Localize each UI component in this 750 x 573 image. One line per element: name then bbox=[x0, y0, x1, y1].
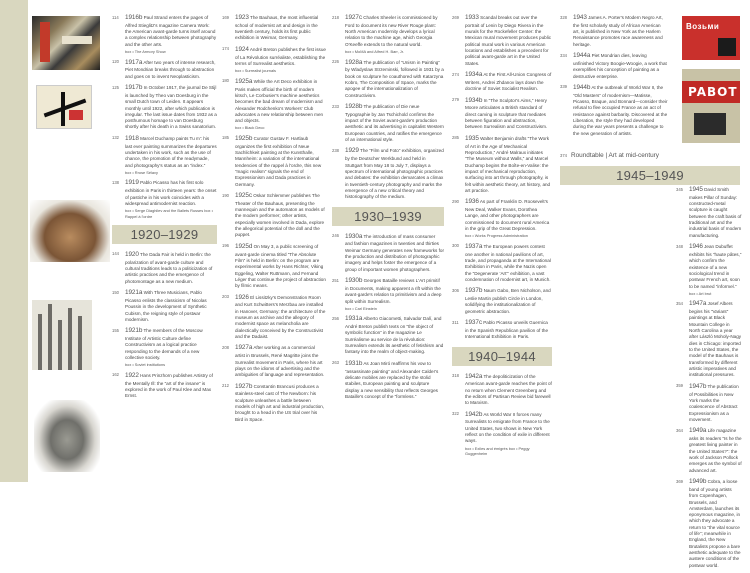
entry-box-reference: box • MoMA and Alfred H. Barr, Jr. bbox=[345, 49, 404, 55]
page-number: 328 bbox=[560, 14, 567, 20]
page-number: 334 bbox=[560, 52, 567, 58]
entry-year: 1937a bbox=[465, 242, 483, 250]
entry-year: 1942a bbox=[465, 372, 483, 380]
entry-year: 1927b bbox=[235, 382, 253, 390]
timeline-entry bbox=[112, 327, 217, 368]
entry-text: Jean Dubuffet exhibits his “haute pâtes,” which confirm the existence of a new sociological trend in postwar French art, soon to be named “informel.” bbox=[689, 244, 742, 289]
entry-text: Cobra, a loose band of young artists from Copenhagen, Brussels, and Amsterdam, launches its eponymous magazine, in which they advocate a return to “the vital source of life”; meanwhile in England, the New Brutalists propose a bare aesthetic adequate to the austere conditions of the postwar world. bbox=[689, 479, 741, 568]
entry-year: 1943 bbox=[573, 14, 587, 21]
timeline-entry bbox=[332, 360, 444, 400]
page-number: 125 bbox=[112, 84, 119, 90]
entry-text: The “Film und Foto” exhibition, organized by the Deutscher Werkbund and held in Stuttgart from May 18 to July 7, displays a spectrum of international photographic practices and debates: the exhibition demarcates a climax in twentieth-century photography and marks the emergence of a new critical theory and historiography of the medium. bbox=[345, 148, 444, 200]
entry-box-reference: box • Rrose Sélavy bbox=[125, 169, 158, 175]
page-number: 339 bbox=[560, 84, 567, 90]
timeline-entry bbox=[332, 59, 444, 99]
entry-text: Naum Gabo, Ben Nicholson, and Leslie Martin publish Circle in London, solidifying the institutionalization of geometric abstraction. bbox=[465, 288, 551, 314]
entry-text: After working as a commercial artist in Brussels, René Magritte joins the Surrealist movement in Paris, where his art plays on the idioms of advertising and the ambiguities of language and representation. bbox=[235, 345, 325, 378]
page-number: 233 bbox=[332, 103, 339, 109]
page-number: 203 bbox=[222, 294, 229, 300]
entry-text: Walter Benjamin drafts “The Work of Art in the Age of Mechanical Reproduction,” André Malraux initiates “The Museum without Walls,” and Marcel Duchamp begins the Boîte-en-Valise: the impact of mechanical reproduction, surfacing into art through photography, is felt within aesthetic theory, art history, and art practice. bbox=[465, 135, 551, 193]
timeline-entry bbox=[112, 14, 217, 55]
entry-year: 1930a bbox=[345, 232, 363, 240]
entry-year: 1916b bbox=[125, 14, 143, 21]
entry-text: In October 1917, the journal De Stijl is launched by Theo van Doesburg in the small Dutch town of Leiden. It appears monthly until 1922, after which publication is irregular. The last issue dates from 1932 as a posthumous homage to van Doesburg shortly after his death in a Swiss sanatorium. bbox=[125, 85, 217, 130]
page-number: 263 bbox=[332, 360, 339, 366]
entry-text: The Bauhaus, the most influential school of modernist art and design in the twentieth century, holds its first public exhibition in Weimar, Germany. bbox=[235, 15, 319, 41]
timeline-entry bbox=[560, 84, 668, 137]
timeline-entry bbox=[452, 198, 552, 239]
artwork-thumbnail-2 bbox=[36, 85, 92, 129]
entry-year: 1942b bbox=[465, 410, 483, 418]
entry-text: Life magazine asks its readers “Is he the greatest living painter in the United States?”: the work of Jackson Pollock emerges as the symbol of advanced art. bbox=[689, 428, 742, 473]
column-2 bbox=[222, 14, 326, 427]
timeline-entry bbox=[676, 186, 742, 239]
entry-text: At the outbreak of World War II, the “Old Masters” of modernism—Matisse, Picasso, Braque, and Bonnard—consider their refusal to flee occupied France as an act of resistance against barbarity. Discovered at the Liberation, the style they had developed during the war years presents a challenge to the new generation of artists. bbox=[573, 84, 668, 136]
page-number: 300 bbox=[452, 243, 459, 249]
column-1 bbox=[112, 14, 217, 404]
entry-year: 1917a bbox=[125, 58, 143, 66]
column-5 bbox=[560, 14, 684, 183]
entry-box-reference: box • Black Deco bbox=[235, 125, 265, 131]
page-number: 132 bbox=[112, 135, 119, 141]
roundtable-heading bbox=[560, 152, 740, 161]
page-number: 144 bbox=[112, 251, 119, 257]
column-6 bbox=[676, 186, 742, 573]
page-number: 269 bbox=[452, 14, 459, 20]
entry-year: 1924 bbox=[235, 45, 249, 53]
decade-band: 1920–1929 bbox=[112, 225, 217, 244]
page-sidebar bbox=[0, 0, 28, 482]
page-number: 162 bbox=[112, 372, 119, 378]
timeline-entry bbox=[222, 135, 326, 188]
entry-year: 1945 bbox=[689, 186, 703, 193]
entry-text: As Joan Miró reaffirms his vow to “assassinate painting” and Alexander Calder's delicate mobiles are replaced by the stolid stabiles, European painting and sculpture display a new sensibility that reflects Georges Bataille's concept of the “formless.” bbox=[345, 360, 439, 399]
page-number: 180 bbox=[222, 78, 229, 84]
page-number: 274 bbox=[452, 71, 459, 77]
timeline-entry bbox=[676, 427, 742, 474]
timeline-entry bbox=[112, 59, 217, 80]
entry-text: The publication of “Unism in Painting” by Wladyslaw Strzeminski, followed in 1931 by a book on sculpture he coauthored with Katarzyna Kobro, The Composition of Space, marks the apogee of the internationalization of Constructivism. bbox=[345, 59, 444, 98]
entry-text: The publication of Possibilities in New York marks the coalescence of Abstract Expressionism as a movement. bbox=[689, 383, 739, 422]
entry-year: 1929 bbox=[345, 147, 359, 155]
timeline-entry bbox=[222, 243, 326, 290]
entry-text: Charles Sheeler is commissioned by Ford to document its new River Rouge plant: North American modernity develops a lyrical relation to the machine age, which Georgia O'Keeffe extends to the natural world. bbox=[345, 15, 438, 47]
timeline-entry bbox=[112, 251, 217, 285]
page-number: 285 bbox=[452, 135, 459, 141]
page-number: 359 bbox=[676, 383, 683, 389]
page-number: 251 bbox=[332, 277, 339, 283]
page-number: 290 bbox=[452, 198, 459, 204]
timeline-entry bbox=[452, 135, 552, 194]
entry-year: 1944a bbox=[573, 52, 591, 60]
timeline-entry bbox=[112, 289, 217, 323]
entry-text: Oskar Schlemmer publishes The Theater of the Bauhaus, presenting the mannequin and the automaton as models of the modern performer; other artists, especially women involved in Dada, explore the allegorical potential of the doll and the puppet. bbox=[235, 193, 325, 238]
entry-text: Scandal breaks out over the portrait of Lenin by Diego Rivera in the murals for the Rockefeller Center: the Mexican mural movement produces public political mural work in various American locations and establishes a precedent for political avant-garde art in the United States. bbox=[465, 15, 552, 66]
entry-year: 1949a bbox=[689, 427, 707, 435]
entry-year: 1920 bbox=[125, 250, 139, 258]
sculpture-photo-moore bbox=[30, 200, 110, 262]
entry-text: Paul Strand enters the pages of Alfred Stieglitz's magazine Camera Work: the American avant-garde turns itself around a complex relationship between photography and the other arts. bbox=[125, 15, 217, 47]
entry-year: 1927c bbox=[345, 14, 362, 21]
entry-year: 1927a bbox=[235, 344, 253, 352]
page-number: 279 bbox=[452, 97, 459, 103]
entry-text: Georges Bataille reviews L'Art primitif in Documents, making apparent a rift within the avant-garde's relation to primitivism and a deep split within Surrealism. bbox=[345, 278, 442, 304]
entry-box-reference: box • Art brut bbox=[689, 290, 712, 296]
timeline-entry bbox=[560, 14, 668, 48]
entry-year: 1918 bbox=[125, 134, 139, 142]
timeline-entry bbox=[452, 319, 552, 340]
page-number: 208 bbox=[222, 344, 229, 350]
entry-box-reference: box • Surrealist journals bbox=[235, 68, 276, 74]
entry-text: With Three Musicians, Pablo Picasso enlists the classicism of Nicolas Poussin in the development of Synthetic Cubism, the reigning style of postwar modernism. bbox=[125, 290, 207, 322]
entry-year: 1921b bbox=[125, 327, 143, 335]
entry-text: As World War II forces many Surrealists to emigrate from France to the United States, two shows in New York reflect on the condition of exile in different ways. bbox=[465, 411, 550, 444]
entry-year: 1931a bbox=[345, 315, 363, 323]
entry-text: André Breton publishes the first issue of La Révolution surréaliste, establishing the terms of Surrealist aesthetics. bbox=[235, 46, 326, 66]
page-number: 226 bbox=[332, 59, 339, 65]
timeline-entry bbox=[452, 14, 552, 67]
entry-text: Marcel Duchamp paints Tu m': his last ever painting summarizes the departures undertaken in his work, such as the use of chance, the promotion of the readymade, and photography's status as an “index.” bbox=[125, 135, 217, 168]
page-number: 120 bbox=[112, 59, 119, 65]
entry-text: Pablo Picasso has his first solo exhibition in Paris in thirteen years: the onset of pastiche in his work coincides with a widespread antimodernist reaction. bbox=[125, 180, 217, 206]
entry-year: 1947b bbox=[689, 382, 707, 390]
page-number: 218 bbox=[332, 14, 339, 20]
entry-text: Constantin Brancusi produces a stainless-steel cast of The Newborn: his sculpture unleashes a battle between models of high art and industrial production, brought to a head in the US trial over his Bird in Space. bbox=[235, 383, 325, 422]
poster-2-text: PABOT bbox=[688, 85, 738, 99]
timeline-entry bbox=[452, 243, 552, 283]
timeline-entry bbox=[222, 294, 326, 341]
entry-year: 1934b bbox=[465, 96, 483, 104]
decade-band: 1940–1944 bbox=[452, 347, 552, 366]
timeline-entry bbox=[332, 14, 444, 55]
timeline-entry bbox=[452, 287, 552, 315]
timeline-entry bbox=[222, 14, 326, 42]
entry-year: 1926 bbox=[235, 293, 249, 301]
entry-year: 1925c bbox=[235, 192, 252, 199]
entry-box-reference: box • Soviet institutions bbox=[125, 362, 166, 368]
entry-year: 1925b bbox=[235, 134, 253, 142]
page-number: 138 bbox=[112, 179, 119, 185]
entry-text: The European powers contest one another in national pavilions of art, trade, and propaganda at the International Exhibition in Paris, while the Nazis open the “Degenerate ‘Art’” exhibition, a vast condemnation of modernist art, in Munich. bbox=[465, 243, 551, 282]
timeline-entry bbox=[560, 52, 668, 80]
entry-year: 1919 bbox=[125, 179, 139, 187]
entry-year: 1933 bbox=[465, 14, 479, 21]
entry-year: 1936 bbox=[465, 198, 479, 206]
entry-text: On May 3, a public screening of avant-garde cinema titled “The Absolute Film” is held in Berlin: on the program are experimental works by Hans Richter, Viking Eggeling, Walter Ruttmann, and Fernand Léger that continue the project of abstraction by filmic means. bbox=[235, 243, 326, 289]
entry-year: 1925a bbox=[235, 77, 253, 85]
entry-year: 1934a bbox=[465, 71, 483, 79]
timeline-entry bbox=[112, 135, 217, 176]
timeline-entry bbox=[452, 71, 552, 92]
entry-year: 1949b bbox=[689, 478, 707, 486]
entry-year: 1937b bbox=[465, 287, 483, 295]
timeline-entry bbox=[112, 372, 217, 400]
timeline-entry bbox=[332, 277, 444, 311]
timeline-entry bbox=[676, 383, 742, 423]
timeline-entry bbox=[452, 411, 552, 457]
entry-year: 1921a bbox=[125, 289, 143, 297]
page-number: 256 bbox=[332, 315, 339, 321]
poster-thumbnail-2 bbox=[682, 69, 740, 143]
entry-text: In “The Sculptor's Aims,” Henry Moore articulates a British standard of direct carving in sculpture that mediates between figuration and abstraction, between Surrealism and Constructivism. bbox=[465, 97, 548, 130]
timeline-entry bbox=[222, 383, 326, 423]
entry-year: 1946 bbox=[689, 243, 703, 251]
page-number: 311 bbox=[452, 319, 459, 325]
entry-text: Pablo Picasso unveils Guernica in the Spanish Republican pavilion of the International Exhibition in Paris. bbox=[465, 320, 548, 340]
page-number: 246 bbox=[332, 233, 339, 239]
timeline-entry bbox=[222, 344, 326, 378]
entry-year: 1925d bbox=[235, 242, 253, 250]
timeline-entry bbox=[676, 300, 742, 378]
entry-year: 1937c bbox=[465, 319, 482, 327]
page-number: 174 bbox=[222, 46, 229, 52]
entry-text: Piet Mondrian dies, leaving unfinished Victory Boogie-Woogie, a work that exemplifies his conception of painting as a destructive enterprise. bbox=[573, 53, 667, 79]
entry-year: 1935 bbox=[465, 134, 479, 142]
column-4 bbox=[452, 14, 552, 461]
entry-year: 1917b bbox=[125, 84, 143, 92]
entry-box-reference: box • Carl Einstein bbox=[345, 305, 377, 311]
page-number: 238 bbox=[332, 147, 339, 153]
entry-text: At the First All-Union Congress of Writers, Andrei Zhdanov lays down the doctrine of Soviet Socialist Realism. bbox=[465, 72, 552, 92]
sculpture-photo-columns bbox=[32, 300, 92, 370]
entry-text: James A. Porter's Modern Negro Art, the first scholarly study of African American art, is published in New York as the Harlem Renaissance promotes race awareness and heritage. bbox=[573, 15, 663, 47]
entry-box-reference: box • Works Progress Administration bbox=[465, 233, 528, 239]
page-number: 155 bbox=[112, 327, 119, 333]
page-number: 348 bbox=[676, 243, 683, 249]
entry-year: 1928b bbox=[345, 103, 363, 110]
entry-text: The introduction of mass consumer and fashion magazines in twenties and thirties Weimar Germany generates new frameworks for the production and distribution of photographic imagery and helps foster the emergence of a group of important women photographers. bbox=[345, 233, 444, 272]
decade-band: 1945–1949 bbox=[560, 166, 740, 185]
page-number: 196 bbox=[222, 243, 229, 249]
timeline-entry bbox=[112, 179, 217, 219]
poster-1-text: Возьми bbox=[686, 22, 720, 31]
timeline-entry bbox=[332, 103, 444, 143]
timeline-entry bbox=[676, 243, 742, 296]
timeline-entry bbox=[222, 78, 326, 131]
entry-box-reference: box • The Armory Show bbox=[125, 49, 166, 55]
entry-year: 1944b bbox=[573, 83, 591, 91]
entry-box-reference: box • Exiles and émigrés box • Peggy Guggenheim bbox=[465, 445, 530, 457]
page-number: 369 bbox=[676, 478, 683, 484]
entry-text: The members of the Moscow Institute of Artistic Culture define Constructivism as a logical practice responding to the demands of a new collective society. bbox=[125, 328, 203, 361]
entry-year: 1931b bbox=[345, 359, 363, 367]
entry-box-reference: box • Serge Diaghilev and the Ballets Russes box • Rappel à l'ordre bbox=[125, 208, 213, 219]
entry-text: The publication of Die neue Typographie by Jan Tschichold confirms the impact of the Soviet avant-garde's production aesthetic and its advertising in capitalist Western European countries, and ratifies the emergence of an international style. bbox=[345, 104, 444, 143]
page-number: 306 bbox=[452, 287, 459, 293]
entry-year: 1922 bbox=[125, 371, 139, 379]
page-number: 185 bbox=[222, 135, 229, 141]
entry-text: As part of Franklin D. Roosevelt's New Deal, Walker Evans, Dorothea Lange, and other photographers are commissioned to document rural America in the grip of the Great Depression. bbox=[465, 199, 550, 232]
decade-band: 1930–1939 bbox=[332, 207, 444, 226]
page-number: 150 bbox=[112, 289, 119, 295]
entry-year: 1947a bbox=[689, 300, 707, 308]
page-number: 169 bbox=[222, 14, 229, 20]
entry-text: While the Art Deco exhibition in Paris makes official the birth of modern kitsch, Le Corbusier's machine aesthetics becomes the bad dream of modernism and Alexander Rodchenko's Workers' Club advocates a new relationship between men and objects. bbox=[235, 78, 324, 124]
page-number: 364 bbox=[676, 427, 683, 433]
page-number: 318 bbox=[452, 373, 459, 378]
artwork-thumbnail-1 bbox=[32, 16, 100, 70]
page-number: 190 bbox=[222, 192, 229, 198]
entry-text: Alberto Giacometti, Salvador Dalí, and André Breton publish texts on “the object of symbolic function” in the magazine Le Surréalisme au service de la révolution: Surrealism extends its aesthetic of fetishism and fantasy into the realm of object-making. bbox=[345, 316, 444, 355]
entry-text: After two years of intense research, Piet Mondrian breaks through to abstraction and goes on to invent Neoplasticism. bbox=[125, 59, 216, 79]
entry-text: Josef Albers begins his “Variant” paintings at Black Mountain College in North Carolina a year after László Moholy-Nagy dies in Chicago: imported to the United States, the model of the Bauhaus is transformed by different artistic imperatives and institutional pressures. bbox=[689, 301, 742, 378]
entry-text: El Lissitzky's Demonstration Room and Kurt Schwitters's Merzbau are installed in Hanover, Germany: the architecture of the museum as archive and the allegory of modernist space as melancholia are dialectically conceived by the Constructivist and the Dadaist. bbox=[235, 294, 326, 340]
timeline-entry bbox=[452, 373, 552, 407]
entry-text: Curator Gustav F. Hartlaub organizes the first exhibition of Neue Sachlichkeit painting at the Kunsthalle, Mannheim: a variation of the international tendencies of the rappel à l'ordre, this new “magic realism” signals the end of Expressionism and Dada practices in Germany. bbox=[235, 135, 322, 187]
timeline-entry bbox=[112, 84, 217, 131]
page-number: 212 bbox=[222, 383, 229, 389]
timeline-entry bbox=[332, 233, 444, 273]
page-number: 374 bbox=[560, 153, 567, 158]
timeline-entry bbox=[332, 147, 444, 200]
entry-text: Hans Prinzhorn publishes Artistry of the Mentally Ill: the “art of the insane” is explored in the work of Paul Klee and Max Ernst. bbox=[125, 372, 213, 399]
entry-year: 1928a bbox=[345, 58, 363, 66]
entry-text: The depoliticization of the American avant-garde reaches the point of no return when Clement Greenberg and the editors of Partisan Review bid farewell to Marxism. bbox=[465, 373, 552, 406]
timeline-entry bbox=[332, 315, 444, 355]
entry-year: 1930b bbox=[345, 277, 363, 285]
page-number: 354 bbox=[676, 300, 683, 306]
page-number: 114 bbox=[112, 14, 119, 20]
timeline-entry bbox=[676, 478, 742, 569]
page-number: 345 bbox=[676, 186, 683, 192]
timeline-entry bbox=[222, 46, 326, 74]
entry-year: 1923 bbox=[235, 14, 249, 21]
entry-text: The Dada Fair is held in Berlin: the polarization of avant-garde culture and cultural traditions leads to a politicization of artistic practices and the emergence of photomontage as a new medium. bbox=[125, 251, 213, 284]
timeline-entry bbox=[452, 97, 552, 131]
timeline-entry bbox=[222, 192, 326, 239]
sculpture-photo-metal bbox=[34, 400, 100, 472]
page-number: 322 bbox=[452, 411, 459, 417]
roundtable-title: Roundtable | Art at mid-century bbox=[571, 152, 659, 159]
entry-text: David Smith makes Pillar of Sunday: constructed-metal sculpture is caught between the craft basis of traditional art and the industrial basis of modern manufacturing. bbox=[689, 187, 742, 238]
column-3 bbox=[332, 14, 444, 404]
poster-thumbnail-1 bbox=[682, 16, 740, 60]
